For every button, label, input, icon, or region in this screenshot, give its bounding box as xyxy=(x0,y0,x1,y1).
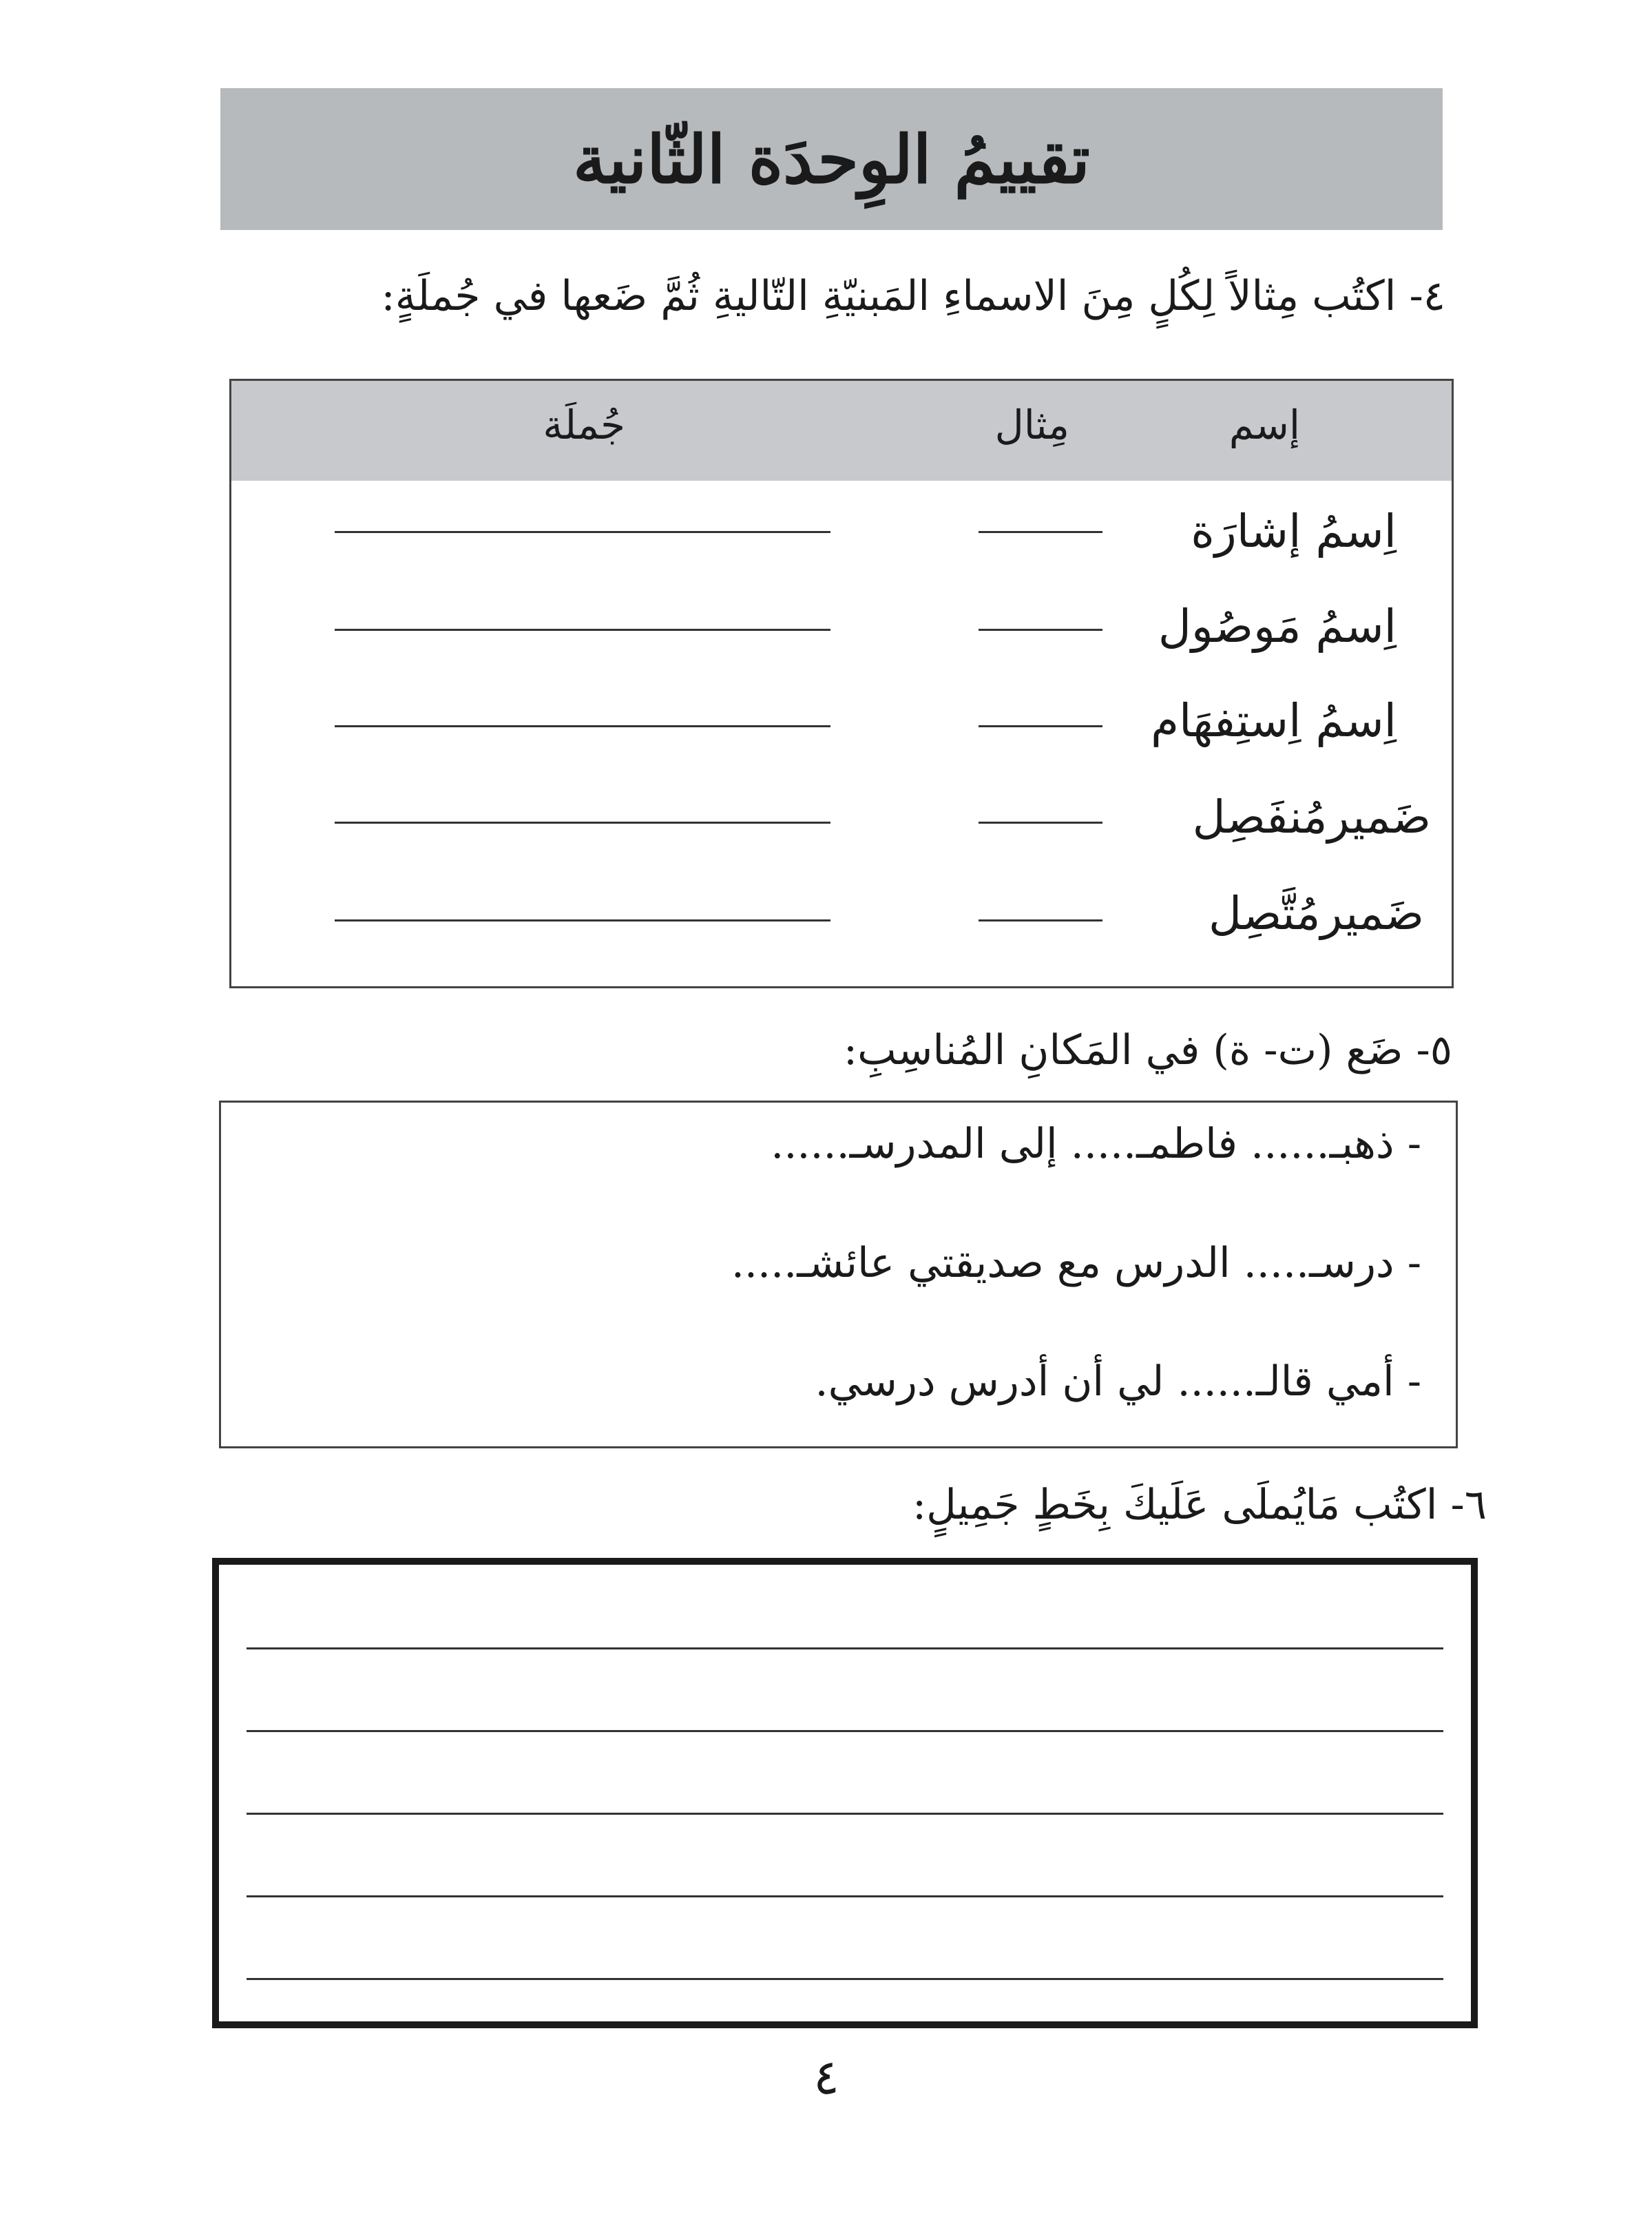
fill-line-2[interactable]: - درسـ..... الدرس مع صديقتي عائشـ..... xyxy=(731,1239,1421,1287)
example-blank[interactable] xyxy=(979,919,1102,921)
section4-heading: ٤- اكتُب مِثالاً لِكُلٍ مِنَ الاسماءِ المَبنيّةِ التّاليةِ ثُمَّ ضَعها في جُملَةٍ: xyxy=(381,272,1445,320)
row-label-interrogative: اِسمُ اِستِفهَام xyxy=(1151,694,1397,747)
writing-line[interactable] xyxy=(247,1895,1443,1897)
example-blank[interactable] xyxy=(979,822,1102,824)
example-blank[interactable] xyxy=(979,725,1102,727)
fill-in-box xyxy=(219,1101,1458,1448)
page-number: ٤ xyxy=(813,2049,839,2105)
sentence-blank[interactable] xyxy=(335,725,830,727)
column-header-name: إسم xyxy=(1228,402,1300,448)
dictation-box xyxy=(212,1558,1478,2028)
sentence-blank[interactable] xyxy=(335,629,830,631)
sentence-blank[interactable] xyxy=(335,822,830,824)
column-header-sentence: جُملَة xyxy=(543,402,625,448)
title-banner xyxy=(220,88,1443,230)
fill-line-1[interactable]: - ذهبـ...... فاطمـ..... إلى المدرسـ...... xyxy=(771,1120,1421,1168)
section6-heading: ٦- اكتُب مَايُملَى عَلَيكَ بِخَطٍ جَمِيلٍ: xyxy=(912,1481,1487,1529)
writing-line[interactable] xyxy=(247,1978,1443,1980)
fill-line-3[interactable]: - أمي قالـ...... لي أن أدرس درسي. xyxy=(815,1357,1421,1406)
writing-line[interactable] xyxy=(247,1730,1443,1732)
row-label-attached-pronoun: ضَميرمُتَّصِل xyxy=(1208,887,1424,940)
section5-heading: ٥- ضَع (ت- ة) في المَكانِ المُناسِبِ: xyxy=(843,1026,1452,1074)
row-label-demonstrative: اِسمُ إشارَة xyxy=(1191,505,1397,558)
names-table xyxy=(229,379,1454,988)
table-header xyxy=(231,381,1452,481)
sentence-blank[interactable] xyxy=(335,531,830,533)
example-blank[interactable] xyxy=(979,531,1102,533)
page-title: تقييمُ الوِحدَة الثّانية xyxy=(573,120,1090,198)
writing-line[interactable] xyxy=(247,1647,1443,1649)
row-label-detached-pronoun: ضَميرمُنفَصِل xyxy=(1192,791,1431,844)
example-blank[interactable] xyxy=(979,629,1102,631)
sentence-blank[interactable] xyxy=(335,919,830,921)
row-label-relative: اِسمُ مَوصُول xyxy=(1158,600,1397,653)
writing-line[interactable] xyxy=(247,1813,1443,1815)
column-header-example: مِثال xyxy=(994,402,1069,448)
